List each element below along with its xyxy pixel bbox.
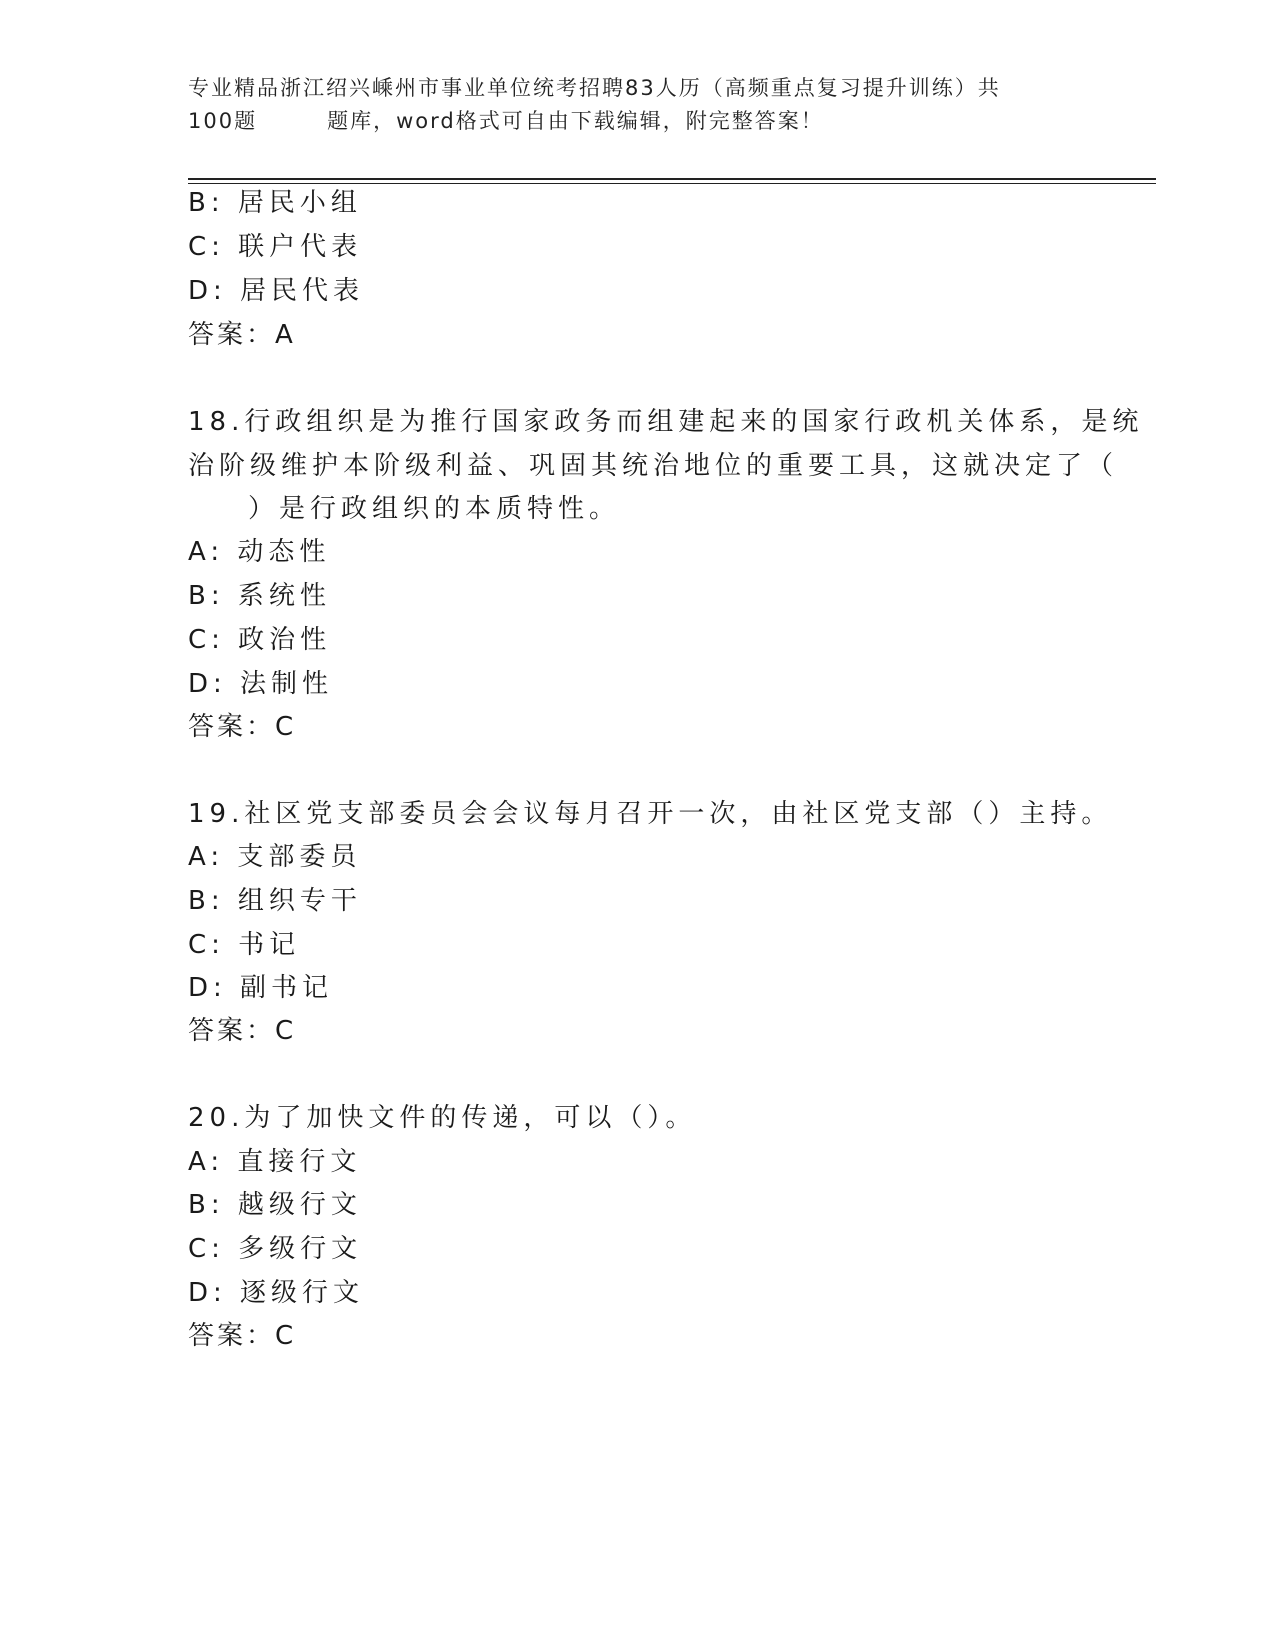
q18-stem-line2: 治阶级维护本阶级利益、巩固其统治地位的重要工具，这就决定了（ — [188, 451, 1119, 481]
header-title-line2 — [188, 105, 1078, 138]
q19-option-a: A: 支部委员 — [188, 842, 362, 872]
q20-option-a: A: 直接行文 — [188, 1147, 362, 1177]
q19-option-b: B: 组织专干 — [188, 886, 362, 916]
page-header — [188, 72, 1078, 138]
q20-stem: 20.为了加快文件的传递，可以（）。 — [188, 1103, 697, 1133]
q17-option-d: D: 居民代表 — [188, 276, 365, 306]
q20-option-d: D: 逐级行文 — [188, 1278, 365, 1308]
q20-answer: 答案：C — [188, 1321, 297, 1351]
header-divider-thick — [188, 178, 1156, 180]
q17-option-c: C: 联户代表 — [188, 232, 363, 262]
header-description: 题库，word格式可自由下载编辑，附完整答案！ — [327, 109, 824, 133]
q18-option-d: D: 法制性 — [188, 669, 334, 699]
q17-option-b: B: 居民小组 — [188, 188, 362, 218]
q18-stem-line3: ）是行政组织的本质特性。 — [248, 494, 621, 524]
q19-option-c: C: 书记 — [188, 930, 301, 960]
q18-answer: 答案：C — [188, 712, 297, 742]
q18-stem-line1: 18.行政组织是为推行国家政务而组建起来的国家行政机关体系，是统 — [188, 407, 1144, 437]
q19-option-d: D: 副书记 — [188, 973, 334, 1003]
q17-answer: 答案：A — [188, 320, 296, 350]
q18-option-a: A: 动态性 — [188, 537, 331, 567]
header-question-count: 100题 — [188, 109, 258, 133]
q20-option-b: B: 越级行文 — [188, 1190, 362, 1220]
q18-option-b: B: 系统性 — [188, 581, 331, 611]
header-title-line1: 专业精品浙江绍兴嵊州市事业单位统考招聘83人历（高频重点复习提升训练）共 — [188, 76, 1001, 100]
header-divider-thin — [188, 183, 1156, 184]
q19-stem: 19.社区党支部委员会会议每月召开一次，由社区党支部（）主持。 — [188, 799, 1113, 829]
q18-option-c: C: 政治性 — [188, 625, 332, 655]
q19-answer: 答案：C — [188, 1016, 297, 1046]
q20-option-c: C: 多级行文 — [188, 1234, 363, 1264]
